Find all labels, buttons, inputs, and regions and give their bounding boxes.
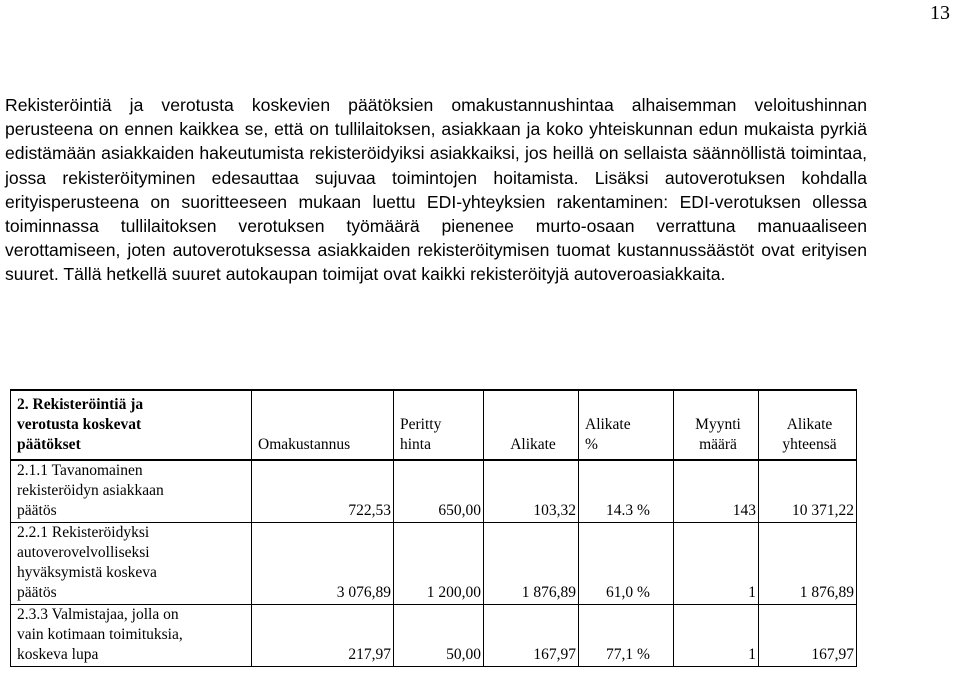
cell-alikate-pct: 61,0 % [579,523,674,605]
table-row [11,605,857,667]
label-line: 2.3.3 Valmistajaa, jolla on [17,606,179,623]
header-decision-type [11,390,252,460]
header-line: verotusta koskevat [17,416,142,433]
header-line: Alikate [585,416,631,433]
header-line: yhteensä [782,436,837,453]
header-line: 2. Rekisteröintiä ja [17,396,144,413]
header-line: Peritty [400,416,442,433]
cell-myynti-maara: 1 [674,523,759,605]
cell-peritty-hinta: 1 200,00 [394,523,484,605]
table-row [11,523,857,605]
label-line: hyväksymistä koskeva [17,564,157,581]
header-myynti-maara [674,390,759,460]
label-line: koskeva lupa [17,646,99,663]
cell-omakustannus: 722,53 [252,460,394,523]
cell-peritty-hinta: 650,00 [394,460,484,523]
row-label [11,460,252,523]
header-peritty-hinta [394,390,484,460]
label-line: vain kotimaan toimituksia, [17,626,183,643]
cell-alikate-yhteensa: 167,97 [759,605,857,667]
cell-alikate-pct: 77,1 % [579,605,674,667]
header-line: hinta [400,436,431,453]
label-line: 2.2.1 Rekisteröidyksi [17,524,150,541]
cell-myynti-maara: 143 [674,460,759,523]
page-number: 13 [930,2,950,24]
cell-myynti-maara: 1 [674,605,759,667]
label-line: rekisteröidyn asiakkaan [17,482,164,499]
cell-alikate: 103,32 [484,460,579,523]
header-line: Alikate [786,416,833,433]
label-line: 2.1.1 Tavanomainen [17,462,143,479]
header-alikate-yhteensa [759,390,857,460]
header-line: % [585,436,598,453]
table-row [11,460,857,523]
header-omakustannus [252,390,394,460]
label-line: autoverovelvolliseksi [17,544,150,561]
cell-alikate-yhteensa: 1 876,89 [759,523,857,605]
cell-alikate-pct: 14.3 % [579,460,674,523]
header-line: määrä [699,436,737,453]
header-alikate [484,390,579,460]
header-alikate-pct [579,390,674,460]
label-line: päätös [17,502,57,519]
decision-cost-table [10,389,856,667]
cell-alikate: 167,97 [484,605,579,667]
header-line: päätökset [17,436,81,453]
header-line: Myynti [695,416,741,433]
header-line: Omakustannus [258,436,351,453]
header-line: Alikate [510,436,556,453]
row-label [11,605,252,667]
cell-peritty-hinta: 50,00 [394,605,484,667]
table-header-row [11,390,857,460]
label-line: päätös [17,584,57,601]
cell-omakustannus: 3 076,89 [252,523,394,605]
body-paragraph: Rekisteröintiä ja verotusta koskevien päätöksien omakustannushintaa alhaisemman veloitushinnan perusteena on ennen kaikkea se, että on tullilaitoksen, asiakkaan ja koko yhteiskunnan edun mukaista pyrkiä edistämään asiakkaiden hakeutumista rekisteröidyiksi asiakkaiksi, jos heillä on sellaista säännöllistä toimintaa, jossa rekisteröityminen edesauttaa sujuvaa toimintojen hoitamista. Lisäksi autoverotuksen kohdalla erityisperusteena on suoritteeseen mukaan luettu EDI-yhteyksien rakentaminen: EDI-verotuksen ollessa toiminnassa tullilaitoksen verotuksen työmäärä pienenee murto-osaan verrattuna manuaaliseen verottamiseen, joten autoverotuksessa asiakkaiden rekisteröitymisen tuomat kustannussäästöt ovat erityisen suuret. Tällä hetkellä suuret autokaupan toimijat ovat kaikki rekisteröityjä autoveroasiakkaita. [5,95,867,285]
cell-omakustannus: 217,97 [252,605,394,667]
cell-alikate: 1 876,89 [484,523,579,605]
cell-alikate-yhteensa: 10 371,22 [759,460,857,523]
row-label [11,523,252,605]
